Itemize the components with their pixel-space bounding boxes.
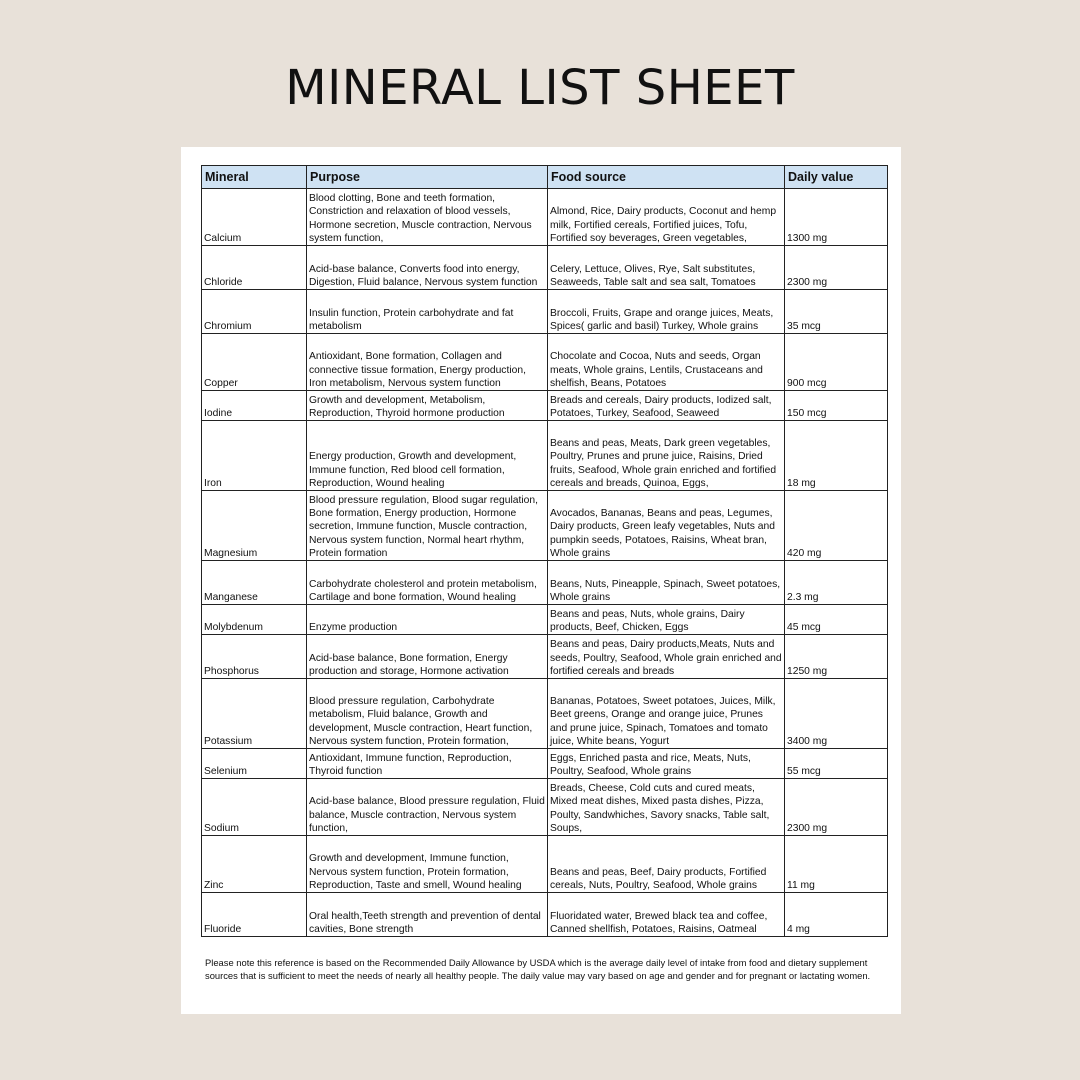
mineral-purpose: Oral health,Teeth strength and prevention of dental cavities, Bone strength: [307, 893, 548, 937]
header-purpose: Purpose: [307, 166, 548, 189]
mineral-food-source: Almond, Rice, Dairy products, Coconut and hemp milk, Fortified cereals, Fortified juices, Tofu, Fortified soy beverages, Green vegetables,: [548, 189, 785, 246]
mineral-purpose: Antioxidant, Bone formation, Collagen and connective tissue formation, Energy production, Iron metabolism, Nervous system function: [307, 334, 548, 391]
mineral-name: Manganese: [202, 561, 307, 605]
mineral-daily-value: 2300 mg: [785, 246, 888, 290]
mineral-name: Selenium: [202, 749, 307, 779]
mineral-food-source: Beans, Nuts, Pineapple, Spinach, Sweet potatoes, Whole grains: [548, 561, 785, 605]
mineral-name: Potassium: [202, 679, 307, 749]
mineral-daily-value: 2.3 mg: [785, 561, 888, 605]
mineral-food-source: Breads, Cheese, Cold cuts and cured meats, Mixed meat dishes, Mixed pasta dishes, Pizza, Poulty, Sandwhiches, Savory snacks, Table salt, Soups,: [548, 779, 785, 836]
table-row: [202, 189, 888, 246]
mineral-food-source: Beans and peas, Dairy products,Meats, Nuts and seeds, Poultry, Seafood, Whole grain enriched and fortified cereals and breads: [548, 635, 785, 679]
table-row: [202, 491, 888, 561]
mineral-purpose: Energy production, Growth and development, Immune function, Red blood cell formation, Reproduction, Wound healing: [307, 421, 548, 491]
mineral-daily-value: 3400 mg: [785, 679, 888, 749]
mineral-name: Chloride: [202, 246, 307, 290]
mineral-daily-value: 150 mcg: [785, 391, 888, 421]
table-row: [202, 836, 888, 893]
mineral-purpose: Growth and development, Immune function, Nervous system function, Protein formation, Reproduction, Taste and smell, Wound healing: [307, 836, 548, 893]
mineral-name: Molybdenum: [202, 605, 307, 635]
mineral-name: Copper: [202, 334, 307, 391]
header-food-source: Food source: [548, 166, 785, 189]
mineral-daily-value: 900 mcg: [785, 334, 888, 391]
table-row: [202, 679, 888, 749]
mineral-name: Phosphorus: [202, 635, 307, 679]
mineral-daily-value: 1300 mg: [785, 189, 888, 246]
mineral-daily-value: 2300 mg: [785, 779, 888, 836]
table-row: [202, 605, 888, 635]
table-row: [202, 893, 888, 937]
table-row: [202, 421, 888, 491]
mineral-name: Zinc: [202, 836, 307, 893]
table-row: [202, 779, 888, 836]
footnote: Please note this reference is based on the Recommended Daily Allowance by USDA which is the average daily level of intake from food and dietary supplement sources that is sufficient to meet the needs of nearly all healthy people. The daily value may vary based on age and gender and for pregnant or lactating women.: [205, 957, 871, 981]
table-row: [202, 391, 888, 421]
mineral-purpose: Blood pressure regulation, Carbohydrate metabolism, Fluid balance, Growth and development, Muscle contraction, Heart function, Nervous system function, Protein formation,: [307, 679, 548, 749]
mineral-name: Sodium: [202, 779, 307, 836]
header-mineral: Mineral: [202, 166, 307, 189]
mineral-sheet: [181, 147, 901, 1014]
mineral-food-source: Eggs, Enriched pasta and rice, Meats, Nuts, Poultry, Seafood, Whole grains: [548, 749, 785, 779]
mineral-food-source: Chocolate and Cocoa, Nuts and seeds, Organ meats, Whole grains, Lentils, Crustaceans and shelfish, Beans, Potatoes: [548, 334, 785, 391]
mineral-daily-value: 45 mcg: [785, 605, 888, 635]
mineral-name: Iron: [202, 421, 307, 491]
mineral-purpose: Carbohydrate cholesterol and protein metabolism, Cartilage and bone formation, Wound healing: [307, 561, 548, 605]
table-row: [202, 246, 888, 290]
mineral-food-source: Fluoridated water, Brewed black tea and coffee, Canned shellfish, Potatoes, Raisins, Oatmeal: [548, 893, 785, 937]
mineral-food-source: Celery, Lettuce, Olives, Rye, Salt substitutes, Seaweeds, Table salt and sea salt, Tomatoes: [548, 246, 785, 290]
mineral-purpose: Blood pressure regulation, Blood sugar regulation, Bone formation, Energy production, Hormone secretion, Immune function, Muscle contraction, Nervous system function, Normal heart rhythm, Protein formation: [307, 491, 548, 561]
mineral-food-source: Beans and peas, Nuts, whole grains, Dairy products, Beef, Chicken, Eggs: [548, 605, 785, 635]
mineral-daily-value: 420 mg: [785, 491, 888, 561]
mineral-name: Fluoride: [202, 893, 307, 937]
mineral-purpose: Growth and development, Metabolism, Reproduction, Thyroid hormone production: [307, 391, 548, 421]
mineral-food-source: Beans and peas, Meats, Dark green vegetables, Poultry, Prunes and prune juice, Raisins, Dried fruits, Seafood, Whole grain enriched and fortified cereals and breads, Quinoa, Eggs,: [548, 421, 785, 491]
mineral-purpose: Enzyme production: [307, 605, 548, 635]
table-row: [202, 749, 888, 779]
mineral-food-source: Avocados, Bananas, Beans and peas, Legumes, Dairy products, Green leafy vegetables, Nuts and pumpkin seeds, Potatoes, Raisins, Wheat bran, Whole grains: [548, 491, 785, 561]
mineral-name: Chromium: [202, 290, 307, 334]
mineral-food-source: Beans and peas, Beef, Dairy products, Fortified cereals, Nuts, Poultry, Seafood, Whole grains: [548, 836, 785, 893]
mineral-food-source: Broccoli, Fruits, Grape and orange juices, Meats, Spices( garlic and basil) Turkey, Whole grains: [548, 290, 785, 334]
mineral-table: [201, 165, 888, 937]
page-title: MINERAL LIST SHEET: [285, 60, 795, 116]
mineral-purpose: Acid-base balance, Converts food into energy, Digestion, Fluid balance, Nervous system function: [307, 246, 548, 290]
mineral-purpose: Blood clotting, Bone and teeth formation, Constriction and relaxation of blood vessels, Hormone secretion, Muscle contraction, Nervous system function,: [307, 189, 548, 246]
header-daily-value: Daily value: [785, 166, 888, 189]
mineral-daily-value: 18 mg: [785, 421, 888, 491]
mineral-daily-value: 11 mg: [785, 836, 888, 893]
table-row: [202, 635, 888, 679]
mineral-daily-value: 1250 mg: [785, 635, 888, 679]
table-row: [202, 561, 888, 605]
mineral-name: Calcium: [202, 189, 307, 246]
mineral-food-source: Bananas, Potatoes, Sweet potatoes, Juices, Milk, Beet greens, Orange and orange juice, Prunes and prune juice, Spinach, Tomatoes and tomato juice, White beans, Yogurt: [548, 679, 785, 749]
mineral-food-source: Breads and cereals, Dairy products, Iodized salt, Potatoes, Turkey, Seafood, Seaweed: [548, 391, 785, 421]
mineral-purpose: Acid-base balance, Bone formation, Energy production and storage, Hormone activation: [307, 635, 548, 679]
mineral-daily-value: 55 mcg: [785, 749, 888, 779]
mineral-purpose: Insulin function, Protein carbohydrate and fat metabolism: [307, 290, 548, 334]
mineral-purpose: Acid-base balance, Blood pressure regulation, Fluid balance, Muscle contraction, Nervous system function,: [307, 779, 548, 836]
mineral-name: Magnesium: [202, 491, 307, 561]
mineral-name: Iodine: [202, 391, 307, 421]
table-row: [202, 334, 888, 391]
mineral-daily-value: 4 mg: [785, 893, 888, 937]
mineral-purpose: Antioxidant, Immune function, Reproduction, Thyroid function: [307, 749, 548, 779]
table-row: [202, 290, 888, 334]
table-header-row: [202, 166, 888, 189]
mineral-daily-value: 35 mcg: [785, 290, 888, 334]
